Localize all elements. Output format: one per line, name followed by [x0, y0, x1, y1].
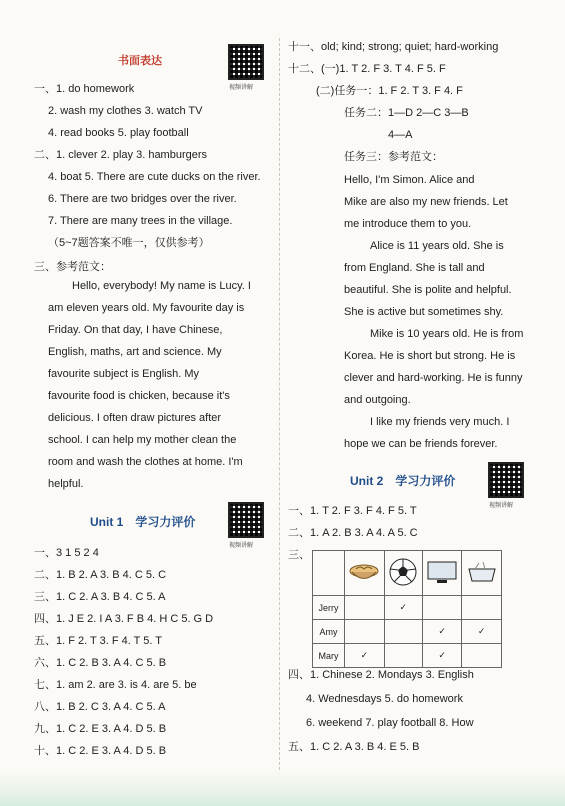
unit2-heading	[350, 472, 455, 489]
unit1-title: Unit 1	[90, 515, 124, 529]
essay-line: school. I can help my mother clean the	[48, 434, 237, 446]
answer-line: 一、1. T 2. F 3. F 4. F 5. T	[288, 505, 417, 517]
answer-line: 6. weekend 7. play football 8. How	[306, 717, 474, 729]
unit2-cn: 学习力评价	[395, 474, 456, 488]
essay-line: Korea. He is short but strong. He is	[344, 350, 516, 362]
unit2-title: Unit 2	[350, 474, 384, 488]
table-row	[313, 644, 502, 668]
football-icon	[388, 557, 418, 587]
table-cell	[462, 596, 502, 620]
table-cell	[384, 644, 422, 668]
qr-code-icon[interactable]	[228, 502, 264, 538]
row-label: Jerry	[313, 596, 345, 620]
essay-line: Mike are also my new friends. Let	[344, 196, 508, 208]
essay-line: clever and hard-working. He is funny	[344, 372, 523, 384]
answer-line: 4. boat 5. There are cute ducks on the river.	[48, 171, 261, 183]
answer-line: 十二、(一)1. T 2. F 3. T 4. F 5. F	[288, 63, 446, 75]
checklist-table	[312, 550, 502, 668]
essay-line: hope we can be friends forever.	[344, 438, 498, 450]
table-cell: ✓	[422, 620, 462, 644]
table-cell	[345, 620, 385, 644]
answer-line: 三、1. C 2. A 3. B 4. C 5. A	[34, 591, 166, 603]
unit1-heading	[90, 513, 195, 530]
essay-line: favourite food is chicken, because it's	[48, 390, 230, 402]
table-cell	[422, 596, 462, 620]
table-row	[313, 596, 502, 620]
table-cell	[313, 551, 345, 596]
table-cell	[462, 644, 502, 668]
qr-code-icon[interactable]	[228, 44, 264, 80]
answer-line: 三、	[288, 549, 310, 561]
answer-line: 4—A	[388, 129, 413, 141]
table-cell	[384, 551, 422, 596]
essay-line: Hello, everybody! My name is Lucy. I	[72, 280, 251, 292]
essay-line: and outgoing.	[344, 394, 411, 406]
noodle-bowl-icon	[347, 559, 381, 585]
row-label: Amy	[313, 620, 345, 644]
answer-line: 四、1. Chinese 2. Mondays 3. English	[288, 669, 474, 681]
table-cell	[345, 596, 385, 620]
table-cell	[422, 551, 462, 596]
answer-line: (二)任务一：1. F 2. T 3. F 4. F	[316, 85, 463, 97]
table-cell: ✓	[422, 644, 462, 668]
essay-line: from England. She is tall and	[344, 262, 485, 274]
unit1-cn: 学习力评价	[135, 515, 196, 529]
qr-caption: 视频讲解	[229, 543, 254, 549]
answer-line: 二、1. A 2. B 3. A 4. A 5. C	[288, 527, 418, 539]
table-cell: ✓	[384, 596, 422, 620]
answer-line: 十一、old; kind; strong; quiet; hard-working	[288, 41, 499, 53]
table-row	[313, 620, 502, 644]
essay-line: beautiful. She is polite and helpful.	[344, 284, 512, 296]
writing-heading: 书面表达	[118, 55, 162, 67]
table-cell: ✓	[462, 620, 502, 644]
essay-line: am eleven years old. My favourite day is	[48, 302, 245, 314]
answer-line: 4. Wednesdays 5. do homework	[306, 693, 463, 705]
answer-line: 一、1. do homework	[34, 83, 135, 95]
essay-line: favourite subject is English. My	[48, 368, 200, 380]
qr-code-icon[interactable]	[488, 462, 524, 498]
essay-line: helpful.	[48, 478, 84, 490]
qr-caption: 视频讲解	[229, 85, 254, 91]
clothes-washing-icon	[465, 559, 499, 585]
row-label: Mary	[313, 644, 345, 668]
answer-line: 二、1. B 2. A 3. B 4. C 5. C	[34, 569, 167, 581]
answer-line: 四、1. J E 2. I A 3. F B 4. H C 5. G D	[34, 613, 214, 625]
table-cell	[345, 551, 385, 596]
table-cell	[462, 551, 502, 596]
answer-line: 十、1. C 2. E 3. A 4. D 5. B	[34, 745, 167, 757]
answer-line: 一、3 1 5 2 4	[34, 547, 99, 559]
essay-line: Hello, I'm Simon. Alice and	[344, 174, 475, 186]
table-row	[313, 551, 502, 596]
answer-line: 六、1. C 2. B 3. A 4. C 5. B	[34, 657, 167, 669]
answer-line: 2. wash my clothes 3. watch TV	[48, 105, 203, 117]
answer-line: 五、1. F 2. T 3. F 4. T 5. T	[34, 635, 162, 647]
column-divider	[279, 38, 280, 770]
tv-icon	[425, 559, 459, 585]
essay-line: English, maths, art and science. My	[48, 346, 222, 358]
essay-line: delicious. I often draw pictures after	[48, 412, 222, 424]
note-line: （5~7题答案不唯一，仅供参考）	[48, 237, 210, 249]
answer-line: 九、1. C 2. E 3. A 4. D 5. B	[34, 723, 167, 735]
essay-line: I like my friends very much. I	[370, 416, 510, 428]
answer-line: 八、1. B 2. C 3. A 4. C 5. A	[34, 701, 166, 713]
qr-caption: 视频讲解	[489, 503, 514, 509]
answer-line: 任务三：参考范文：	[344, 151, 443, 163]
table-cell	[384, 620, 422, 644]
essay-line: She is active but sometimes shy.	[344, 306, 504, 318]
answer-line: 7. There are many trees in the village.	[48, 215, 233, 227]
footer-bar	[0, 770, 565, 806]
essay-line: room and wash the clothes at home. I'm	[48, 456, 243, 468]
essay-line: Alice is 11 years old. She is	[370, 240, 504, 252]
section-label: 三、参考范文：	[34, 261, 111, 273]
answer-line: 二、1. clever 2. play 3. hamburgers	[34, 149, 208, 161]
answer-line: 五、1. C 2. A 3. B 4. E 5. B	[288, 741, 420, 753]
essay-line: me introduce them to you.	[344, 218, 472, 230]
answer-line: 任务二：1—D 2—C 3—B	[344, 107, 469, 119]
answer-line: 七、1. am 2. are 3. is 4. are 5. be	[34, 679, 197, 691]
answer-line: 6. There are two bridges over the river.	[48, 193, 237, 205]
essay-line: Friday. On that day, I have Chinese,	[48, 324, 223, 336]
answer-line: 4. read books 5. play football	[48, 127, 189, 139]
essay-line: Mike is 10 years old. He is from	[370, 328, 524, 340]
table-cell: ✓	[345, 644, 385, 668]
